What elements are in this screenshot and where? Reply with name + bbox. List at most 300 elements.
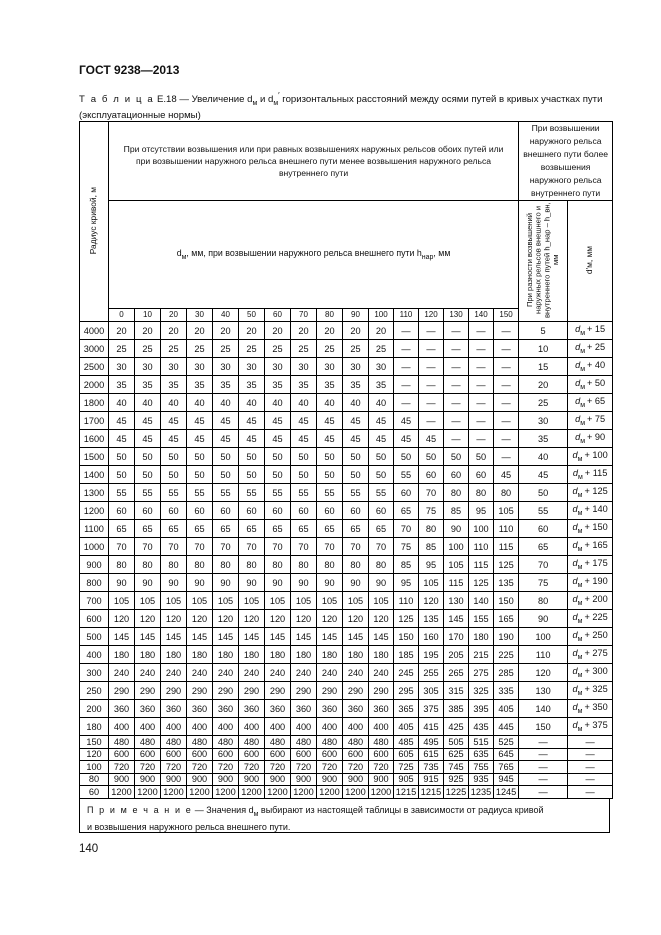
value-cell: — xyxy=(494,430,519,448)
value-cell: 385 xyxy=(444,700,469,718)
clearance-table xyxy=(79,121,613,799)
value-cell: 90 xyxy=(187,574,213,592)
dm-symbol-sub: м xyxy=(577,545,583,553)
value-cell: — xyxy=(494,412,519,430)
value-cell: 45 xyxy=(265,412,291,430)
value-cell: 720 xyxy=(291,761,317,774)
value-cell: 600 xyxy=(161,748,187,761)
radius-cell: 1400 xyxy=(80,466,109,484)
value-cell: 240 xyxy=(109,664,135,682)
value-cell: 145 xyxy=(187,628,213,646)
value-cell: 165 xyxy=(494,610,519,628)
value-cell: 1215 xyxy=(394,786,419,799)
value-cell: 900 xyxy=(291,773,317,786)
value-cell: — xyxy=(469,376,494,394)
dm-symbol: d xyxy=(572,540,578,551)
value-cell: 360 xyxy=(109,700,135,718)
dm-prime-cell xyxy=(568,574,613,592)
value-cell: 50 xyxy=(265,448,291,466)
value-cell: 290 xyxy=(213,682,239,700)
value-cell: 80 xyxy=(265,556,291,574)
value-cell: 70 xyxy=(369,538,394,556)
value-cell: 240 xyxy=(265,664,291,682)
dm-label-sub2: нар xyxy=(421,253,434,261)
dm-symbol: d xyxy=(575,396,581,407)
value-cell: 600 xyxy=(187,748,213,761)
value-cell: 400 xyxy=(343,718,369,736)
value-cell: 45 xyxy=(239,412,265,430)
value-cell: 480 xyxy=(291,736,317,749)
value-cell: 70 xyxy=(265,538,291,556)
value-cell: 25 xyxy=(265,340,291,358)
value-cell: 55 xyxy=(291,484,317,502)
value-cell: 30 xyxy=(109,358,135,376)
value-cell: 50 xyxy=(187,448,213,466)
dm-prime-cell xyxy=(568,592,613,610)
value-cell: 110 xyxy=(494,520,519,538)
value-cell: 360 xyxy=(161,700,187,718)
table-row xyxy=(80,322,613,340)
elevation-diff-cell: 100 xyxy=(519,628,568,646)
table-row xyxy=(80,502,613,520)
value-cell: 900 xyxy=(265,773,291,786)
value-cell: 35 xyxy=(265,376,291,394)
value-cell: 315 xyxy=(444,682,469,700)
radius-cell: 1700 xyxy=(80,412,109,430)
value-cell: 50 xyxy=(343,466,369,484)
value-cell: 400 xyxy=(239,718,265,736)
value-cell: 125 xyxy=(494,556,519,574)
dm-symbol-sub: м xyxy=(580,383,586,391)
value-cell: 60 xyxy=(135,502,161,520)
value-cell: 185 xyxy=(394,646,419,664)
value-cell: 900 xyxy=(213,773,239,786)
value-cell: 145 xyxy=(161,628,187,646)
value-cell: 30 xyxy=(317,358,343,376)
value-cell: 70 xyxy=(187,538,213,556)
elevation-diff-cell: 40 xyxy=(519,448,568,466)
value-cell: 50 xyxy=(187,466,213,484)
dm-prime-increment: + 125 xyxy=(584,486,608,497)
table-note xyxy=(79,799,610,833)
value-cell: 25 xyxy=(369,340,394,358)
value-cell: 80 xyxy=(317,556,343,574)
value-cell: 60 xyxy=(394,484,419,502)
dm-prime-increment: + 200 xyxy=(584,594,608,605)
value-cell: 145 xyxy=(265,628,291,646)
value-cell: 70 xyxy=(317,538,343,556)
elevation-column-header: 100 xyxy=(369,308,394,321)
value-cell: 120 xyxy=(213,610,239,628)
value-cell: 145 xyxy=(317,628,343,646)
value-cell: 25 xyxy=(213,340,239,358)
value-cell: 80 xyxy=(444,484,469,502)
value-cell: 360 xyxy=(265,700,291,718)
radius-cell: 250 xyxy=(80,682,109,700)
value-cell: — xyxy=(394,358,419,376)
dm-prime-cell xyxy=(568,700,613,718)
value-cell: 120 xyxy=(265,610,291,628)
value-cell: 1200 xyxy=(317,786,343,799)
value-cell: 70 xyxy=(239,538,265,556)
dm-symbol: d xyxy=(572,702,578,713)
value-cell: 50 xyxy=(239,448,265,466)
dm-prime-increment: + 350 xyxy=(584,702,608,713)
value-cell: 405 xyxy=(494,700,519,718)
value-cell: 480 xyxy=(161,736,187,749)
dm-prime-increment: + 150 xyxy=(584,522,608,533)
elevation-column-header: 150 xyxy=(494,308,519,321)
value-cell: 600 xyxy=(213,748,239,761)
elevation-diff-cell: 150 xyxy=(519,718,568,736)
value-cell: 120 xyxy=(317,610,343,628)
value-cell: 360 xyxy=(343,700,369,718)
value-cell: 25 xyxy=(239,340,265,358)
value-cell: — xyxy=(394,340,419,358)
value-cell: 60 xyxy=(343,502,369,520)
value-cell: 400 xyxy=(135,718,161,736)
value-cell: 1200 xyxy=(291,786,317,799)
value-cell: 150 xyxy=(494,592,519,610)
dm-prime-increment: + 375 xyxy=(584,720,608,731)
table-row xyxy=(80,556,613,574)
value-cell: 360 xyxy=(135,700,161,718)
value-cell: 755 xyxy=(469,761,494,774)
elevation-diff-cell: 70 xyxy=(519,556,568,574)
value-cell: 105 xyxy=(265,592,291,610)
dm-symbol: d xyxy=(572,612,578,623)
value-cell: 20 xyxy=(265,322,291,340)
value-cell: — xyxy=(444,376,469,394)
dm-symbol: d xyxy=(572,630,578,641)
table-row xyxy=(80,430,613,448)
value-cell: 125 xyxy=(469,574,494,592)
dm-symbol: d xyxy=(572,720,578,731)
value-cell: 45 xyxy=(187,430,213,448)
note-sub: м xyxy=(253,810,259,818)
elevation-column-header: 120 xyxy=(419,308,444,321)
value-cell: 125 xyxy=(394,610,419,628)
value-cell: 45 xyxy=(369,430,394,448)
radius-cell: 1600 xyxy=(80,430,109,448)
dm-symbol-sub: м xyxy=(580,437,586,445)
elevation-diff-cell: — xyxy=(519,761,568,774)
value-cell: 180 xyxy=(265,646,291,664)
value-cell: 50 xyxy=(317,466,343,484)
value-cell: 40 xyxy=(369,394,394,412)
value-cell: 120 xyxy=(135,610,161,628)
value-cell: 335 xyxy=(494,682,519,700)
dm-prime-cell: — xyxy=(568,748,613,761)
value-cell: 85 xyxy=(394,556,419,574)
value-cell: 360 xyxy=(317,700,343,718)
value-cell: 480 xyxy=(265,736,291,749)
value-cell: 55 xyxy=(213,484,239,502)
value-cell: 145 xyxy=(239,628,265,646)
value-cell: — xyxy=(419,376,444,394)
value-cell: 900 xyxy=(239,773,265,786)
elevation-diff-cell: 55 xyxy=(519,502,568,520)
value-cell: 90 xyxy=(135,574,161,592)
radius-cell: 2500 xyxy=(80,358,109,376)
value-cell: 290 xyxy=(343,682,369,700)
value-cell: 110 xyxy=(469,538,494,556)
value-cell: 945 xyxy=(494,773,519,786)
elevation-diff-cell: 90 xyxy=(519,610,568,628)
value-cell: 375 xyxy=(419,700,444,718)
radius-cell: 400 xyxy=(80,646,109,664)
value-cell: 35 xyxy=(239,376,265,394)
value-cell: 145 xyxy=(213,628,239,646)
dm-prime-increment: + 40 xyxy=(587,360,606,371)
value-cell: 70 xyxy=(109,538,135,556)
dm-prime-increment: + 275 xyxy=(584,648,608,659)
value-cell: 30 xyxy=(135,358,161,376)
value-cell: 20 xyxy=(317,322,343,340)
caption-sub-2: м xyxy=(273,100,279,108)
value-cell: — xyxy=(419,340,444,358)
value-cell: 360 xyxy=(369,700,394,718)
value-cell: — xyxy=(444,412,469,430)
value-cell: 50 xyxy=(291,448,317,466)
value-cell: 65 xyxy=(394,502,419,520)
dm-elevation-header xyxy=(109,201,519,309)
value-cell: 915 xyxy=(419,773,444,786)
value-cell: 305 xyxy=(419,682,444,700)
dm-symbol: d xyxy=(575,414,581,425)
value-cell: 70 xyxy=(343,538,369,556)
value-cell: 180 xyxy=(187,646,213,664)
value-cell: 180 xyxy=(343,646,369,664)
dm-prime-increment: + 325 xyxy=(584,684,608,695)
value-cell: 145 xyxy=(444,610,469,628)
dm-prime-cell xyxy=(568,340,613,358)
value-cell: 325 xyxy=(469,682,494,700)
value-cell: 145 xyxy=(135,628,161,646)
value-cell: 765 xyxy=(494,761,519,774)
table-body xyxy=(80,322,613,799)
value-cell: 70 xyxy=(291,538,317,556)
value-cell: 45 xyxy=(135,412,161,430)
value-cell: 105 xyxy=(317,592,343,610)
value-cell: 95 xyxy=(394,574,419,592)
dm-prime-cell xyxy=(568,502,613,520)
value-cell: 120 xyxy=(109,610,135,628)
radius-cell: 1300 xyxy=(80,484,109,502)
value-cell: 45 xyxy=(239,430,265,448)
value-cell: 1225 xyxy=(444,786,469,799)
dm-prime-increment: + 65 xyxy=(587,396,606,407)
value-cell: 75 xyxy=(394,538,419,556)
radius-cell: 800 xyxy=(80,574,109,592)
value-cell: 115 xyxy=(494,538,519,556)
value-cell: 720 xyxy=(317,761,343,774)
elevation-column-header: 140 xyxy=(469,308,494,321)
value-cell: 50 xyxy=(369,466,394,484)
table-row xyxy=(80,664,613,682)
value-cell: 240 xyxy=(317,664,343,682)
value-cell: 400 xyxy=(369,718,394,736)
value-cell: 45 xyxy=(109,412,135,430)
dm-symbol: d xyxy=(572,486,578,497)
value-cell: 720 xyxy=(135,761,161,774)
value-cell: 50 xyxy=(135,466,161,484)
value-cell: 180 xyxy=(317,646,343,664)
table-row xyxy=(80,628,613,646)
dm-symbol-sub: м xyxy=(580,347,586,355)
value-cell: 55 xyxy=(343,484,369,502)
value-cell: — xyxy=(494,394,519,412)
value-cell: 60 xyxy=(369,502,394,520)
dm-prime-increment: + 50 xyxy=(587,378,606,389)
value-cell: 240 xyxy=(291,664,317,682)
value-cell: 40 xyxy=(291,394,317,412)
value-cell: 40 xyxy=(265,394,291,412)
value-cell: 45 xyxy=(187,412,213,430)
elevation-diff-cell: 75 xyxy=(519,574,568,592)
value-cell: 900 xyxy=(187,773,213,786)
dm-symbol-sub: м xyxy=(577,491,583,499)
value-cell: — xyxy=(419,358,444,376)
value-cell: 100 xyxy=(469,520,494,538)
value-cell: 180 xyxy=(109,646,135,664)
value-cell: 50 xyxy=(291,466,317,484)
value-cell: 70 xyxy=(135,538,161,556)
elevation-diff-cell: — xyxy=(519,773,568,786)
table-row xyxy=(80,718,613,736)
value-cell: 90 xyxy=(213,574,239,592)
value-cell: 105 xyxy=(187,592,213,610)
value-cell: 45 xyxy=(494,466,519,484)
dm-symbol-sub: м xyxy=(577,689,583,697)
value-cell: — xyxy=(419,412,444,430)
value-cell: 80 xyxy=(369,556,394,574)
value-cell: 600 xyxy=(265,748,291,761)
value-cell: 170 xyxy=(444,628,469,646)
radius-cell: 120 xyxy=(80,748,109,761)
value-cell: 45 xyxy=(394,430,419,448)
value-cell: 65 xyxy=(369,520,394,538)
elevation-diff-header-cell xyxy=(519,201,568,322)
value-cell: 60 xyxy=(239,502,265,520)
value-cell: 65 xyxy=(187,520,213,538)
dm-prime-increment: + 250 xyxy=(584,630,608,641)
value-cell: 120 xyxy=(369,610,394,628)
value-cell: 900 xyxy=(109,773,135,786)
value-cell: 40 xyxy=(317,394,343,412)
value-cell: 240 xyxy=(135,664,161,682)
dm-prime-header-cell xyxy=(568,201,613,322)
value-cell: 120 xyxy=(187,610,213,628)
value-cell: — xyxy=(469,358,494,376)
value-cell: 720 xyxy=(213,761,239,774)
value-cell: 900 xyxy=(369,773,394,786)
caption-prime: ′ xyxy=(278,91,280,100)
value-cell: 50 xyxy=(213,448,239,466)
value-cell: 145 xyxy=(343,628,369,646)
value-cell: 65 xyxy=(161,520,187,538)
dm-symbol: d xyxy=(572,666,578,677)
value-cell: — xyxy=(394,322,419,340)
dm-prime-cell xyxy=(568,664,613,682)
value-cell: — xyxy=(469,340,494,358)
value-cell: 60 xyxy=(109,502,135,520)
value-cell: 295 xyxy=(394,682,419,700)
value-cell: 90 xyxy=(239,574,265,592)
dm-symbol: d xyxy=(575,324,581,335)
value-cell: 445 xyxy=(494,718,519,736)
value-cell: 415 xyxy=(419,718,444,736)
value-cell: 80 xyxy=(291,556,317,574)
value-cell: 50 xyxy=(444,448,469,466)
value-cell: 1200 xyxy=(135,786,161,799)
radius-cell: 200 xyxy=(80,700,109,718)
dm-symbol: d xyxy=(575,378,581,389)
table-row xyxy=(80,786,613,799)
dm-symbol: d xyxy=(572,522,578,533)
value-cell: 135 xyxy=(419,610,444,628)
value-cell: 35 xyxy=(109,376,135,394)
dm-prime-cell: — xyxy=(568,786,613,799)
value-cell: 20 xyxy=(187,322,213,340)
dm-symbol: d xyxy=(575,360,581,371)
value-cell: 45 xyxy=(213,430,239,448)
value-cell: 40 xyxy=(239,394,265,412)
value-cell: 240 xyxy=(161,664,187,682)
value-cell: 95 xyxy=(469,502,494,520)
value-cell: 80 xyxy=(213,556,239,574)
value-cell: 290 xyxy=(135,682,161,700)
value-cell: 45 xyxy=(265,430,291,448)
value-cell: 105 xyxy=(135,592,161,610)
elevation-column-header: 50 xyxy=(239,308,265,321)
dm-prime-increment: + 115 xyxy=(584,468,608,479)
value-cell: 600 xyxy=(369,748,394,761)
dm-symbol-sub: м xyxy=(577,563,583,571)
radius-cell: 900 xyxy=(80,556,109,574)
dm-prime-increment: + 75 xyxy=(587,414,606,425)
elevation-diff-cell: 15 xyxy=(519,358,568,376)
value-cell: 130 xyxy=(444,592,469,610)
value-cell: 65 xyxy=(135,520,161,538)
radius-cell: 100 xyxy=(80,761,109,774)
value-cell: 400 xyxy=(109,718,135,736)
value-cell: 900 xyxy=(317,773,343,786)
elevation-diff-cell: 45 xyxy=(519,466,568,484)
value-cell: 45 xyxy=(343,412,369,430)
dm-symbol: d xyxy=(572,558,578,569)
dm-prime-cell xyxy=(568,412,613,430)
value-cell: 290 xyxy=(291,682,317,700)
value-cell: 25 xyxy=(109,340,135,358)
dm-symbol: d xyxy=(572,684,578,695)
value-cell: 65 xyxy=(213,520,239,538)
value-cell: 35 xyxy=(135,376,161,394)
caption-text: Е.18 — Увеличение d xyxy=(156,94,253,106)
elevation-diff-cell: 60 xyxy=(519,520,568,538)
value-cell: — xyxy=(494,322,519,340)
value-cell: 50 xyxy=(394,448,419,466)
value-cell: 30 xyxy=(343,358,369,376)
value-cell: 720 xyxy=(343,761,369,774)
value-cell: 20 xyxy=(369,322,394,340)
value-cell: 105 xyxy=(291,592,317,610)
value-cell: 25 xyxy=(187,340,213,358)
value-cell: 60 xyxy=(291,502,317,520)
dm-label-a: d xyxy=(176,248,182,259)
radius-cell: 4000 xyxy=(80,322,109,340)
value-cell: 180 xyxy=(369,646,394,664)
